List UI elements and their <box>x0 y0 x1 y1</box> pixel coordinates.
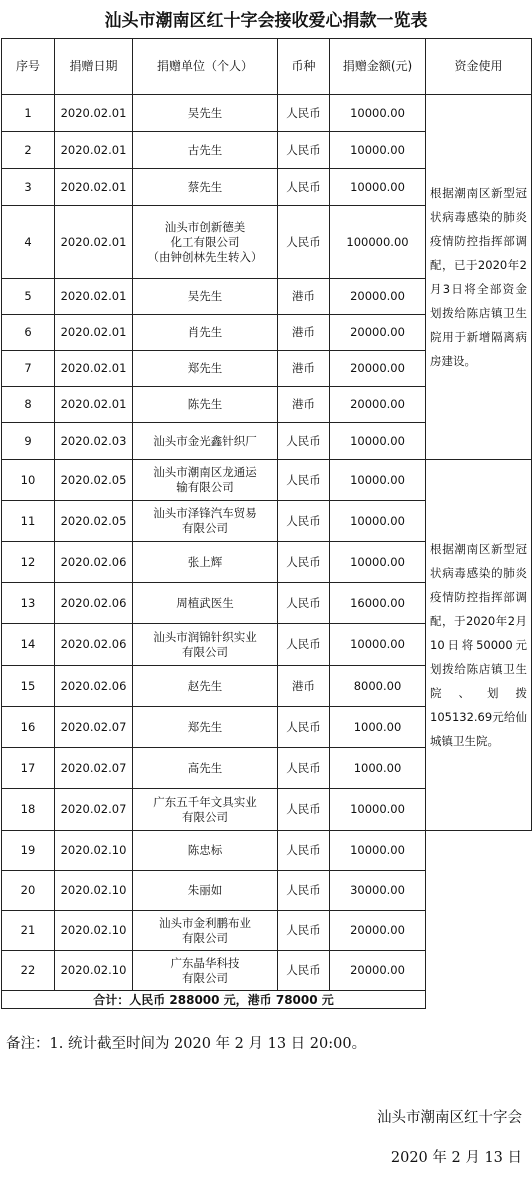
header-amount: 捐赠金额(元) <box>330 39 426 95</box>
row-date: 2020.02.01 <box>55 279 133 315</box>
row-amount: 20000.00 <box>330 351 426 387</box>
row-date: 2020.02.01 <box>55 169 133 206</box>
row-no: 16 <box>2 707 55 748</box>
row-currency: 港币 <box>278 279 330 315</box>
row-currency: 人民币 <box>278 460 330 501</box>
row-currency: 人民币 <box>278 206 330 279</box>
usage-note-1: 根据潮南区新型冠状病毒感染的肺炎疫情防控指挥部调配，已于2020年2月3日将全部资金划拨给陈店镇卫生院用于新增隔离病房建设。 <box>426 95 532 460</box>
row-no: 3 <box>2 169 55 206</box>
row-amount: 10000.00 <box>330 423 426 460</box>
row-currency: 人民币 <box>278 707 330 748</box>
row-amount: 10000.00 <box>330 624 426 666</box>
row-amount: 10000.00 <box>330 460 426 501</box>
row-donor: 汕头市创新德美 化工有限公司 （由钟创林先生转入） <box>133 206 278 279</box>
row-amount: 100000.00 <box>330 206 426 279</box>
row-currency: 港币 <box>278 387 330 423</box>
header-row <box>2 39 532 95</box>
row-currency: 港币 <box>278 351 330 387</box>
total-blank <box>426 991 532 1009</box>
row-donor: 周植武医生 <box>133 583 278 624</box>
row-donor: 广东五千年文具实业 有限公司 <box>133 789 278 831</box>
row-currency: 人民币 <box>278 831 330 871</box>
row-no: 9 <box>2 423 55 460</box>
row-no: 8 <box>2 387 55 423</box>
row-no: 12 <box>2 542 55 583</box>
row-donor: 张上辉 <box>133 542 278 583</box>
row-no: 19 <box>2 831 55 871</box>
row-amount: 30000.00 <box>330 871 426 911</box>
row-date: 2020.02.06 <box>55 583 133 624</box>
row-donor: 汕头市金光鑫针织厂 <box>133 423 278 460</box>
header-usage: 资金使用 <box>426 39 532 95</box>
header-currency: 币种 <box>278 39 330 95</box>
row-date: 2020.02.10 <box>55 911 133 951</box>
row-amount: 10000.00 <box>330 169 426 206</box>
row-no: 21 <box>2 911 55 951</box>
row-amount: 16000.00 <box>330 583 426 624</box>
header-no: 序号 <box>2 39 55 95</box>
row-date: 2020.02.07 <box>55 748 133 789</box>
usage-empty <box>426 831 532 991</box>
row-donor: 郑先生 <box>133 707 278 748</box>
row-no: 10 <box>2 460 55 501</box>
row-date: 2020.02.10 <box>55 951 133 991</box>
row-donor: 赵先生 <box>133 666 278 707</box>
table-row <box>2 460 532 501</box>
row-no: 17 <box>2 748 55 789</box>
row-donor: 郑先生 <box>133 351 278 387</box>
row-currency: 人民币 <box>278 542 330 583</box>
row-date: 2020.02.06 <box>55 666 133 707</box>
row-no: 22 <box>2 951 55 991</box>
donation-table <box>1 38 532 1009</box>
row-no: 20 <box>2 871 55 911</box>
row-donor: 吴先生 <box>133 279 278 315</box>
row-amount: 1000.00 <box>330 748 426 789</box>
row-date: 2020.02.01 <box>55 206 133 279</box>
row-donor: 陈先生 <box>133 387 278 423</box>
row-currency: 人民币 <box>278 911 330 951</box>
signature-org: 汕头市潮南区红十字会 <box>377 1110 522 1126</box>
row-no: 5 <box>2 279 55 315</box>
row-donor: 肖先生 <box>133 315 278 351</box>
footnote: 备注：1. 统计截至时间为 2020 年 2 月 13 日 20:00。 <box>6 1036 367 1052</box>
row-donor: 朱丽如 <box>133 871 278 911</box>
row-amount: 20000.00 <box>330 951 426 991</box>
row-amount: 20000.00 <box>330 315 426 351</box>
row-date: 2020.02.07 <box>55 707 133 748</box>
header-donor: 捐赠单位（个人） <box>133 39 278 95</box>
row-donor: 汕头市潮南区龙通运 输有限公司 <box>133 460 278 501</box>
row-donor: 古先生 <box>133 132 278 169</box>
row-currency: 人民币 <box>278 95 330 132</box>
row-currency: 人民币 <box>278 583 330 624</box>
row-no: 11 <box>2 501 55 542</box>
row-currency: 港币 <box>278 315 330 351</box>
table-row <box>2 95 532 132</box>
row-donor: 汕头市金利鹏布业 有限公司 <box>133 911 278 951</box>
row-date: 2020.02.05 <box>55 501 133 542</box>
row-currency: 人民币 <box>278 789 330 831</box>
row-date: 2020.02.10 <box>55 831 133 871</box>
row-currency: 人民币 <box>278 951 330 991</box>
row-currency: 人民币 <box>278 423 330 460</box>
row-date: 2020.02.06 <box>55 542 133 583</box>
row-amount: 20000.00 <box>330 911 426 951</box>
row-date: 2020.02.01 <box>55 95 133 132</box>
row-currency: 人民币 <box>278 871 330 911</box>
signature-date: 2020 年 2 月 13 日 <box>390 1150 522 1166</box>
row-amount: 10000.00 <box>330 132 426 169</box>
row-currency: 人民币 <box>278 748 330 789</box>
row-donor: 汕头市润锦针织实业 有限公司 <box>133 624 278 666</box>
row-date: 2020.02.10 <box>55 871 133 911</box>
row-no: 7 <box>2 351 55 387</box>
row-amount: 10000.00 <box>330 95 426 132</box>
row-amount: 10000.00 <box>330 501 426 542</box>
usage-note-2: 根据潮南区新型冠状病毒感染的肺炎疫情防控指挥部调配，于2020年2月10日将50000元划拨给陈店镇卫生院、划拨105132.69元给仙城镇卫生院。 <box>426 460 532 831</box>
row-no: 4 <box>2 206 55 279</box>
row-no: 6 <box>2 315 55 351</box>
row-date: 2020.02.01 <box>55 387 133 423</box>
total-text: 合计：人民币 288000 元，港币 78000 元 <box>2 991 426 1009</box>
row-amount: 1000.00 <box>330 707 426 748</box>
row-date: 2020.02.06 <box>55 624 133 666</box>
row-currency: 人民币 <box>278 169 330 206</box>
row-currency: 人民币 <box>278 501 330 542</box>
table-row <box>2 831 532 871</box>
row-currency: 人民币 <box>278 132 330 169</box>
row-currency: 人民币 <box>278 624 330 666</box>
row-currency: 港币 <box>278 666 330 707</box>
header-date: 捐赠日期 <box>55 39 133 95</box>
row-no: 1 <box>2 95 55 132</box>
row-donor: 高先生 <box>133 748 278 789</box>
row-amount: 10000.00 <box>330 789 426 831</box>
row-amount: 8000.00 <box>330 666 426 707</box>
row-no: 14 <box>2 624 55 666</box>
row-date: 2020.02.01 <box>55 351 133 387</box>
total-row <box>2 991 532 1009</box>
row-date: 2020.02.03 <box>55 423 133 460</box>
row-amount: 10000.00 <box>330 831 426 871</box>
row-no: 15 <box>2 666 55 707</box>
row-donor: 蔡先生 <box>133 169 278 206</box>
row-donor: 陈忠标 <box>133 831 278 871</box>
page-title: 汕头市潮南区红十字会接收爱心捐款一览表 <box>104 11 428 31</box>
row-amount: 20000.00 <box>330 279 426 315</box>
row-donor: 吴先生 <box>133 95 278 132</box>
row-date: 2020.02.01 <box>55 315 133 351</box>
row-donor: 广东晶华科技 有限公司 <box>133 951 278 991</box>
row-date: 2020.02.07 <box>55 789 133 831</box>
row-no: 13 <box>2 583 55 624</box>
row-donor: 汕头市泽锋汽车贸易 有限公司 <box>133 501 278 542</box>
row-no: 2 <box>2 132 55 169</box>
row-no: 18 <box>2 789 55 831</box>
row-amount: 20000.00 <box>330 387 426 423</box>
row-date: 2020.02.01 <box>55 132 133 169</box>
row-date: 2020.02.05 <box>55 460 133 501</box>
row-amount: 10000.00 <box>330 542 426 583</box>
